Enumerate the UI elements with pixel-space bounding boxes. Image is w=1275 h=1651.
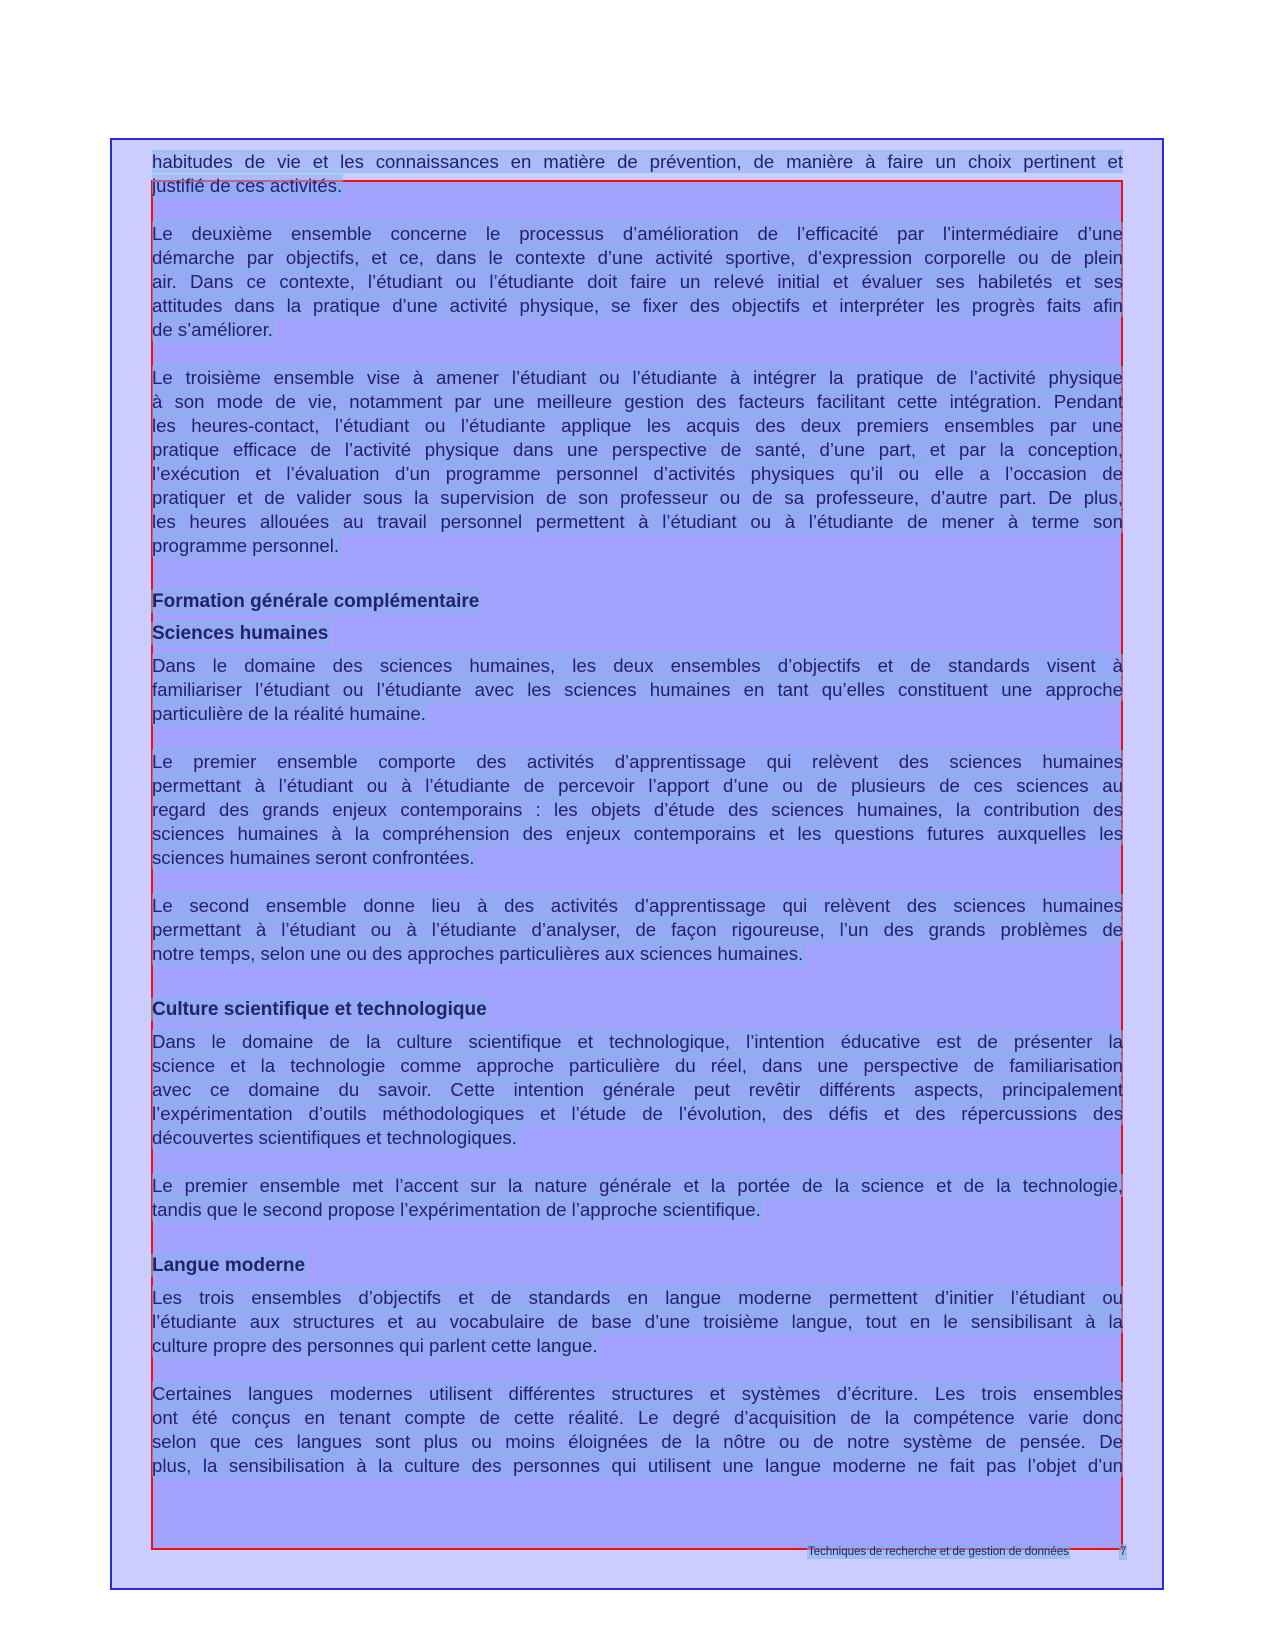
text-line: Dans le domaine des sciences humaines, les deux ensembles d’objectifs et de standards visent à: [152, 655, 1123, 676]
text-line: de s’améliorer.: [152, 319, 273, 340]
paragraph: [152, 1030, 1123, 1150]
text-line: plus, la sensibilisation à la culture des personnes qui utilisent une langue moderne ne fait pas l’objet d’un: [152, 1455, 1123, 1476]
section-heading: Formation générale complémentaire: [152, 591, 480, 612]
subsection-heading: Langue moderne: [152, 1255, 306, 1276]
text-line: démarche par objectifs, et ce, dans le contexte d’une activité sportive, d’expression corporelle ou de plein: [152, 247, 1123, 268]
text-line: permettant à l’étudiant ou à l’étudiante d’analyser, de façon rigoureuse, l’un des grands problèmes de: [152, 919, 1123, 940]
document-body: [152, 150, 1123, 1502]
text-line: à son mode de vie, notamment par une meilleure gestion des facteurs facilitant cette intégration. Pendant: [152, 391, 1123, 412]
text-line: avec ce domaine du savoir. Cette intention générale peut revêtir différents aspects, principalement: [152, 1079, 1123, 1100]
text-line: Le troisième ensemble vise à amener l’étudiant ou l’étudiante à intégrer la pratique de l’activité physique: [152, 367, 1123, 388]
text-line: science et la technologie comme approche particulière du réel, dans une perspective de familiarisation: [152, 1055, 1123, 1076]
paragraph: [152, 1286, 1123, 1358]
text-line: pratique efficace de l’activité physique dans une perspective de santé, d’une part, et par la conception,: [152, 439, 1123, 460]
page-number: 7: [1120, 1546, 1127, 1558]
text-line: Le premier ensemble comporte des activités d’apprentissage qui relèvent des sciences humaines: [152, 751, 1123, 772]
text-line: particulière de la réalité humaine.: [152, 703, 426, 724]
text-line: ont été conçus en tenant compte de cette réalité. Le degré d’acquisition de la compétence varie donc: [152, 1407, 1123, 1428]
subsection-heading: Sciences humaines: [152, 623, 329, 644]
text-line: selon que ces langues sont plus ou moins éloignées de la nôtre ou de notre système de pensée. De: [152, 1431, 1123, 1452]
text-line: air. Dans ce contexte, l’étudiant ou l’étudiante doit faire un relevé initial et évaluer ses habiletés et ses: [152, 271, 1123, 292]
text-line: tandis que le second propose l’expérimentation de l’approche scientifique.: [152, 1199, 761, 1220]
text-line: Le deuxième ensemble concerne le processus d’amélioration de l’efficacité par l’intermédiaire d’une: [152, 223, 1123, 244]
paragraph: [152, 654, 1123, 726]
paragraph: [152, 1382, 1123, 1478]
text-line: attitudes dans la pratique d’une activité physique, se fixer des objectifs et interpréter les progrès faits afin: [152, 295, 1123, 316]
paragraph: [152, 366, 1123, 558]
text-line: Certaines langues modernes utilisent différentes structures et systèmes d’écriture. Les trois ensembles: [152, 1383, 1123, 1404]
paragraph: [152, 222, 1123, 342]
text-line: notre temps, selon une ou des approches particulières aux sciences humaines.: [152, 943, 804, 964]
paragraph: [152, 1174, 1123, 1222]
text-line: familiariser l’étudiant ou l’étudiante avec les sciences humaines en tant qu’elles constituent une approche: [152, 679, 1123, 700]
text-line: les heures allouées au travail personnel permettent à l’étudiant ou à l’étudiante de mener à terme son: [152, 511, 1123, 532]
text-line: justifié de ces activités.: [152, 175, 343, 196]
paragraph: [152, 150, 1123, 198]
subsection-heading: Culture scientifique et technologique: [152, 999, 487, 1020]
text-line: pratiquer et de valider sous la supervision de son professeur ou de sa professeure, d’autre part. De plus,: [152, 487, 1123, 508]
text-line: sciences humaines à la compréhension des enjeux contemporains et les questions futures auxquelles les: [152, 823, 1123, 844]
text-line: l’expérimentation d’outils méthodologiques et l’étude de l’évolution, des défis et des répercussions des: [152, 1103, 1123, 1124]
text-line: Dans le domaine de la culture scientifique et technologique, l’intention éducative est de présenter la: [152, 1031, 1123, 1052]
text-line: les heures-contact, l’étudiant ou l’étudiante applique les acquis des deux premiers ensembles par une: [152, 415, 1123, 436]
text-line: regard des grands enjeux contemporains : les objets d’étude des sciences humaines, la contribution des: [152, 799, 1123, 820]
text-line: Le second ensemble donne lieu à des activités d’apprentissage qui relèvent des sciences humaines: [152, 895, 1123, 916]
page-footer: [808, 1545, 1133, 1559]
text-line: découvertes scientifiques et technologiques.: [152, 1127, 517, 1148]
text-line: Les trois ensembles d’objectifs et de standards en langue moderne permettent d’initier l’étudiant ou: [152, 1287, 1123, 1308]
text-line: permettant à l’étudiant ou à l’étudiante de percevoir l’apport d’une ou de plusieurs de ces sciences au: [152, 775, 1123, 796]
text-line: culture propre des personnes qui parlent cette langue.: [152, 1335, 598, 1356]
text-line: sciences humaines seront confrontées.: [152, 847, 475, 868]
text-line: l’exécution et l’évaluation d’un programme personnel d’activités physiques qu’il ou elle a l’occasion de: [152, 463, 1123, 484]
footer-title: Techniques de recherche et de gestion de données: [808, 1546, 1069, 1558]
text-line: programme personnel.: [152, 535, 340, 556]
paragraph: [152, 894, 1123, 966]
text-line: habitudes de vie et les connaissances en matière de prévention, de manière à faire un choix pertinent et: [152, 151, 1123, 172]
text-line: l’étudiante aux structures et au vocabulaire de base d’une troisième langue, tout en le sensibilisant à la: [152, 1311, 1123, 1332]
paragraph: [152, 750, 1123, 870]
text-line: Le premier ensemble met l’accent sur la nature générale et la portée de la science et de la technologie,: [152, 1175, 1123, 1196]
